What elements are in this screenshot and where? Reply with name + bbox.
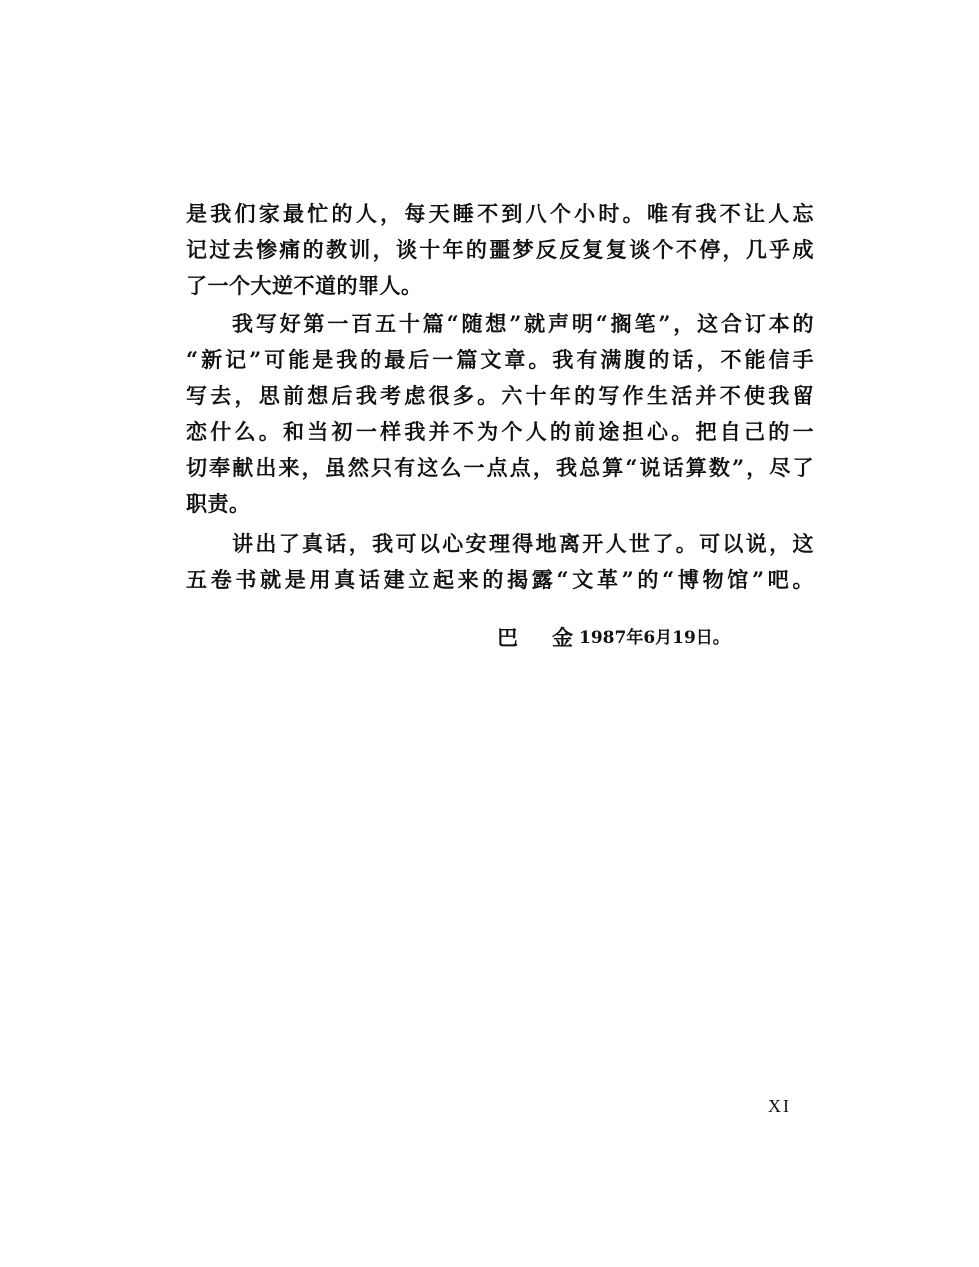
paragraph-1-line-2: 记过去惨痛的教训，谈十年的噩梦反反复复谈个不停，几乎成 [186, 237, 814, 262]
paragraph-2-line-3: 写去，思前想后我考虑很多。六十年的写作生活并不使我留 [186, 383, 814, 408]
author-name-second: 金 [552, 625, 573, 650]
signature-date: 1987年6月19日。 [579, 628, 730, 648]
paragraph-2-line-4: 恋什么。和当初一样我并不为个人的前途担心。把自己的一 [186, 419, 814, 444]
paragraph-3-line-2: 五卷书就是用真话建立起来的揭露“文革”的“博物馆”吧。 [186, 567, 814, 592]
paragraph-1-line-1: 是我们家最忙的人，每天睡不到八个小时。唯有我不让人忘 [186, 201, 814, 226]
paragraph-2-line-2: “新记”可能是我的最后一篇文章。我有满腹的话，不能信手 [186, 347, 814, 372]
author-name-first: 巴 [497, 625, 518, 650]
paragraph-2-line-1: 我写好第一百五十篇“随想”就声明“搁笔”，这合订本的 [232, 311, 814, 336]
page-number: XI [768, 1096, 791, 1116]
paragraph-3-line-1: 讲出了真话，我可以心安理得地离开人世了。可以说，这 [232, 531, 814, 556]
paragraph-2-line-5: 切奉献出来，虽然只有这么一点点，我总算“说话算数”，尽了 [186, 455, 814, 480]
paragraph-1-line-3: 了一个大逆不道的罪人。 [186, 273, 423, 298]
paragraph-2-line-6: 职责。 [186, 491, 251, 516]
